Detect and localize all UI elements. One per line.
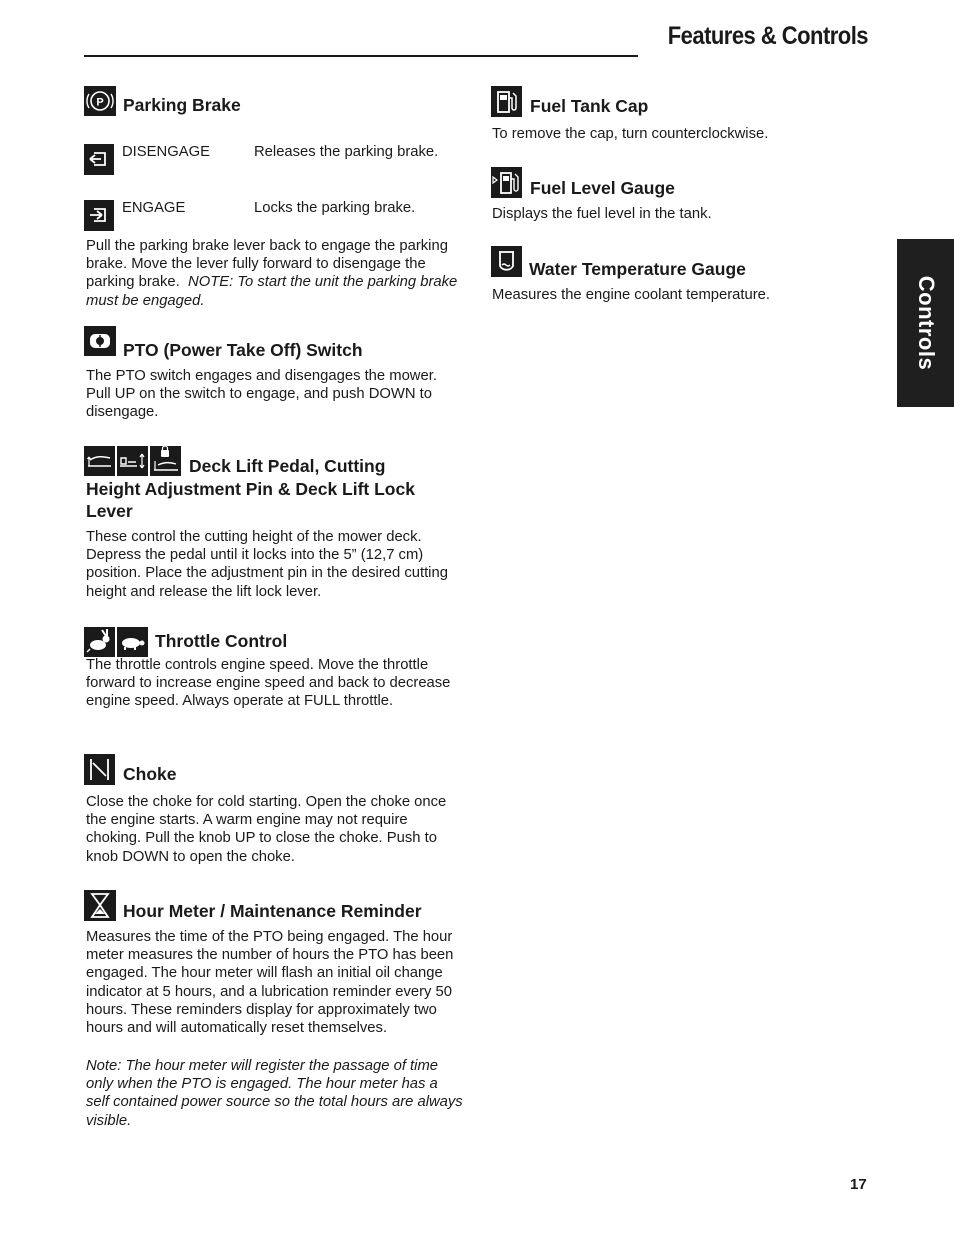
fuel-gauge-heading: Fuel Level Gauge: [530, 178, 675, 198]
brake-disengage-icon: [84, 144, 114, 175]
hour-meter-body: Measures the time of the PTO being engaged. The hour meter measures the number of hours the PTO has been engaged. The hour meter will flash an initial oil change indicator at 5 hours, and a lubrication reminder every 50 hours. These reminders display for approximately two hours and will automatically reset themselves.: [86, 929, 454, 1037]
deck-lift-heading-line1: Deck Lift Pedal, Cutting: [189, 456, 386, 476]
fuel-cap-heading: Fuel Tank Cap: [530, 96, 649, 116]
section-tab-label: Controls: [913, 275, 939, 371]
hour-meter-heading: Hour Meter / Maintenance Reminder: [123, 901, 422, 921]
throttle-body: The throttle controls engine speed. Move the throttle forward to increase engine speed and back to decrease engine speed. Always operate at FULL throttle.: [86, 657, 451, 710]
throttle-heading: Throttle Control: [155, 631, 288, 651]
water-temp-heading: Water Temperature Gauge: [529, 259, 746, 279]
section-tab: [897, 239, 954, 407]
rabbit-icon: [84, 627, 115, 657]
deck-lift-body: These control the cutting height of the mower deck. Depress the pedal until it locks into the 5” (12,7 cm) position. Place the adjustment pin in the desired cutting height and release the lift lock lever.: [86, 529, 448, 600]
deck-lift-heading-rest: Height Adjustment Pin & Deck Lift Lock Lever: [86, 479, 415, 521]
engage-label: ENGAGE: [122, 200, 186, 216]
fuel-cap-body: To remove the cap, turn counterclockwise.: [492, 126, 769, 142]
deck-lift-lock-icon: [150, 446, 181, 476]
fuel-gauge-body: Displays the fuel level in the tank.: [492, 206, 712, 222]
parking-brake-heading: Parking Brake: [123, 95, 241, 115]
fuel-pump-icon: [491, 86, 522, 117]
deck-lift-pedal-icon: [84, 446, 115, 476]
turtle-icon: [117, 627, 148, 657]
parking-brake-body: [86, 237, 462, 310]
pto-heading: PTO (Power Take Off) Switch: [123, 340, 363, 360]
water-temp-body: Measures the engine coolant temperature.: [492, 287, 771, 303]
parking-brake-icon: [84, 86, 116, 116]
pto-body: The PTO switch engages and disengages the mower. Pull UP on the switch to engage, and push DOWN to disengage.: [86, 368, 437, 421]
page-number: 17: [850, 1176, 867, 1193]
hour-meter-note: [86, 1057, 464, 1130]
hourglass-icon: [84, 890, 116, 921]
choke-body: Close the choke for cold starting. Open the choke once the engine starts. A warm engine may not require choking. Pull the knob UP to close the choke. Push to knob DOWN to open the choke.: [86, 794, 447, 865]
coolant-temperature-icon: [491, 246, 522, 277]
engage-desc: Locks the parking brake.: [254, 200, 416, 216]
hour-meter-note-text: Note: The hour meter will register the passage of time only when the PTO is engaged. The hour meter has a self contained power source so the total hours are always visible.: [86, 1058, 463, 1129]
pto-icon: [84, 326, 116, 356]
disengage-label: DISENGAGE: [122, 144, 210, 160]
disengage-desc: Releases the parking brake.: [254, 144, 439, 160]
svg-text:P: P: [96, 96, 104, 109]
brake-engage-icon: [84, 200, 114, 231]
page-title: Features & Controls: [667, 22, 868, 50]
cutting-height-pin-icon: [117, 446, 148, 476]
parking-brake-text: Pull the parking brake lever back to engage the parking brake. Move the lever fully forward to disengage the parking brake.: [86, 238, 448, 291]
parking-brake-note: NOTE: To start the unit the parking brake must be engaged.: [86, 274, 458, 309]
choke-heading: Choke: [123, 764, 177, 784]
header-rule: [84, 55, 638, 57]
choke-icon: [84, 754, 115, 785]
fuel-level-icon: [491, 167, 522, 198]
